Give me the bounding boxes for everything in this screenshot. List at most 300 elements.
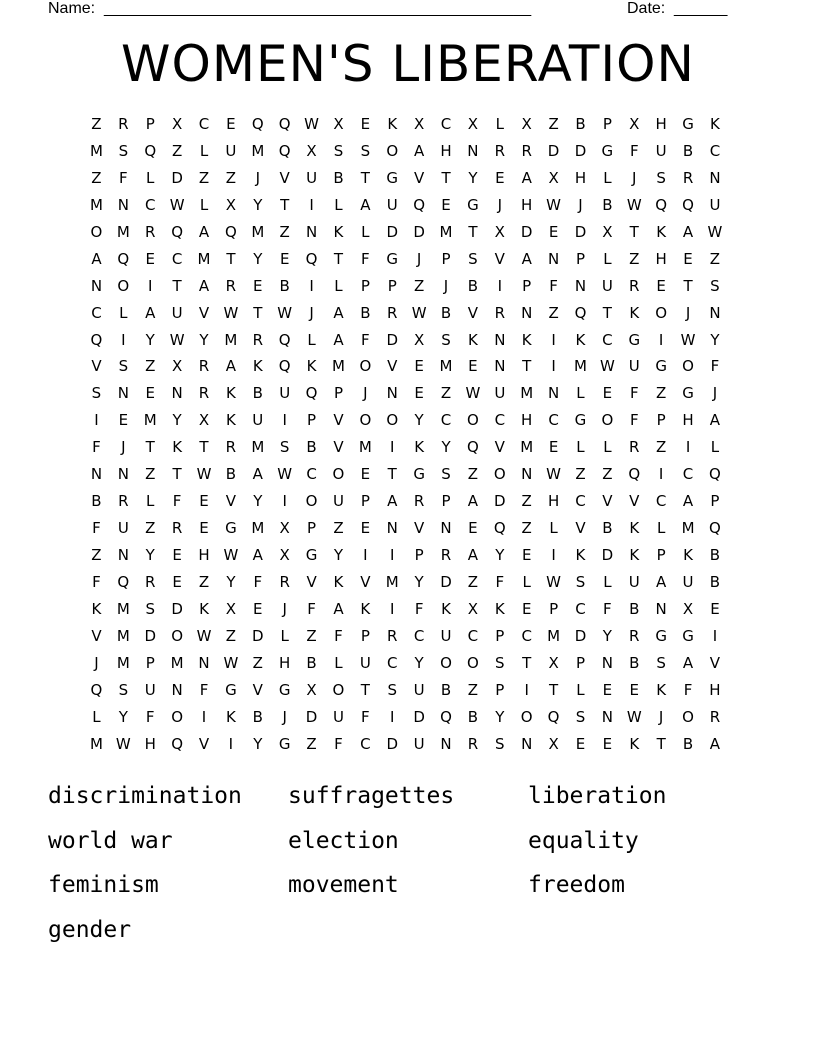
grid-letter: M [89,734,103,753]
grid-letter: S [387,680,397,699]
grid-letter: O [440,653,452,672]
grid-letter: S [468,249,478,268]
grid-letter: N [547,249,560,268]
grid-letter: P [360,492,370,511]
grid-letter: S [118,357,129,376]
grid-letter: E [360,115,371,133]
grid-letter: X [548,734,559,753]
grid-letter: X [306,141,317,160]
word-list-item: equality [528,827,639,854]
name-field-line[interactable]: ________________________________________________ [104,0,532,17]
grid-letter: Q [278,141,291,160]
grid-letter: E [468,357,478,376]
grid-letter: P [495,626,505,645]
grid-letter: A [333,303,344,322]
grid-letter: Z [171,141,183,160]
grid-letter: V [414,519,425,538]
grid-letter: Q [682,195,694,214]
grid-letter: C [575,599,586,618]
grid-letter: B [306,438,317,457]
grid-letter: M [251,141,265,160]
grid-letter: S [360,141,371,160]
grid-letter: O [467,411,479,430]
grid-letter: U [306,168,318,187]
grid-letter: R [145,572,156,591]
grid-letter: O [359,357,372,376]
grid-letter: Z [467,680,479,699]
grid-letter: G [682,626,694,645]
grid-letter: K [91,599,102,618]
grid-letter: M [170,653,184,672]
grid-letter: V [333,438,344,457]
grid-letter: Z [333,519,344,538]
grid-letter: I [712,626,718,645]
grid-letter: B [629,599,640,618]
grid-letter: N [709,303,721,322]
grid-letter: M [681,519,695,538]
grid-letter: D [520,222,533,241]
grid-letter: Y [710,330,720,349]
grid-letter: Y [145,546,155,564]
grid-letter: X [198,411,210,430]
grid-letter: P [710,492,720,511]
grid-letter: I [363,546,368,564]
grid-letter: H [198,546,210,564]
grid-letter: L [307,330,316,349]
grid-letter: H [655,249,667,268]
grid-letter: F [495,572,505,591]
grid-letter: T [656,734,666,753]
grid-letter: J [255,168,260,187]
grid-letter: Q [655,195,668,214]
grid-letter: S [279,438,290,457]
grid-letter: W [546,465,561,484]
grid-letter: S [118,141,129,160]
grid-letter: I [658,465,664,484]
grid-letter: S [710,276,720,295]
grid-letter: P [602,115,612,133]
grid-letter: X [171,357,183,376]
grid-letter: U [628,357,640,376]
grid-letter: L [92,707,101,726]
grid-letter: Z [467,572,479,591]
word-list-item: liberation [528,783,667,809]
grid-letter: E [441,195,451,214]
grid-letter: W [546,195,561,214]
grid-letter: B [629,653,640,672]
grid-letter: P [441,249,451,268]
grid-letter: X [306,680,317,699]
grid-letter: W [707,222,723,241]
grid-letter: G [467,195,479,214]
grid-letter: P [522,276,532,295]
grid-letter: K [225,707,236,726]
grid-letter: O [171,707,184,726]
grid-letter: W [304,115,319,133]
grid-letter: X [413,330,425,349]
grid-letter: L [576,438,585,457]
grid-letter: B [709,572,721,591]
date-field-line[interactable]: ______ [674,0,728,17]
grid-letter: W [169,195,185,214]
grid-letter: D [386,734,399,753]
grid-letter: Z [279,222,290,241]
grid-letter: Q [224,222,237,241]
grid-letter: P [656,411,666,430]
grid-letter: J [363,384,368,403]
grid-letter: E [253,599,263,618]
grid-letter: F [253,572,263,591]
grid-letter: W [277,465,293,484]
grid-letter: B [360,303,371,322]
grid-letter: N [198,653,210,672]
grid-letter: R [198,384,210,403]
grid-letter: U [601,276,613,295]
grid-letter: T [441,168,451,187]
grid-letter: Z [306,734,317,753]
grid-letter: E [521,546,532,564]
grid-letter: T [172,276,182,295]
grid-letter: Y [172,411,182,430]
grid-letter: K [306,357,317,376]
grid-letter: K [467,330,478,349]
grid-letter: O [359,411,372,430]
grid-letter: C [521,626,532,645]
grid-letter: L [199,141,209,160]
grid-letter: C [360,734,371,753]
grid-letter: I [497,276,503,295]
grid-letter: U [225,141,237,160]
grid-letter: Q [278,357,291,376]
grid-letter: Z [602,465,613,484]
grid-letter: G [225,519,237,538]
grid-letter: D [413,707,425,726]
grid-letter: P [145,115,155,133]
grid-letter: G [278,680,291,699]
grid-letter: K [656,680,667,699]
grid-letter: W [626,195,642,214]
grid-letter: H [709,680,721,699]
grid-letter: R [225,276,237,295]
grid-letter: N [547,384,560,403]
grid-letter: E [468,519,478,538]
grid-letter: B [602,195,613,214]
grid-letter: V [333,411,344,430]
grid-letter: S [441,330,451,349]
grid-letter: E [279,249,290,268]
grid-letter: T [226,249,236,268]
grid-letter: I [524,680,529,699]
grid-letter: Y [253,734,263,753]
grid-letter: Z [145,519,156,538]
grid-letter: T [360,168,370,187]
grid-letter: Z [145,357,156,376]
word-list-item: suffragettes [288,783,455,809]
grid-letter: Q [440,707,452,726]
grid-letter: H [521,195,533,214]
grid-letter: C [467,626,479,645]
grid-letter: L [199,195,209,214]
grid-letter: W [196,465,212,484]
grid-letter: T [172,465,182,484]
grid-letter: N [601,653,613,672]
grid-letter: I [551,330,556,349]
grid-letter: B [602,519,613,538]
grid-letter: M [197,249,211,268]
grid-letter: C [387,653,398,672]
grid-letter: B [467,276,479,295]
grid-letter: I [390,546,395,564]
grid-letter: F [629,384,639,403]
grid-letter: J [282,599,287,618]
grid-letter: Z [629,249,640,268]
grid-letter: I [390,707,395,726]
grid-letter: Q [144,141,157,160]
grid-letter: F [92,572,101,591]
grid-letter: H [655,115,667,133]
grid-letter: O [682,707,694,726]
grid-letter: H [279,653,291,672]
grid-letter: O [682,357,694,376]
grid-letter: E [118,411,129,430]
grid-letter: C [440,411,452,430]
grid-letter: U [144,680,156,699]
grid-letter: V [467,303,479,322]
grid-letter: M [547,626,561,645]
grid-letter: R [494,303,506,322]
grid-letter: W [546,572,561,591]
grid-letter: O [117,276,130,295]
grid-letter: E [602,384,613,403]
grid-letter: F [334,626,343,645]
grid-letter: W [169,330,185,349]
grid-letter: O [655,303,668,322]
grid-letter: X [413,115,425,133]
grid-letter: G [574,411,587,430]
grid-letter: V [494,438,505,457]
grid-letter: M [520,438,534,457]
grid-letter: F [361,707,370,726]
grid-letter: Q [709,519,721,538]
grid-letter: Z [548,303,559,322]
grid-letter: O [467,653,479,672]
grid-letter: A [387,492,398,511]
grid-letter: O [90,222,103,241]
grid-letter: X [333,115,344,133]
grid-letter: E [548,438,559,457]
grid-letter: M [439,357,453,376]
grid-letter: T [468,222,478,241]
grid-letter: J [658,707,664,726]
grid-letter: B [440,303,452,322]
grid-letter: A [709,734,721,753]
grid-letter: V [709,653,721,672]
grid-letter: E [226,115,236,133]
grid-letter: D [574,222,587,241]
grid-letter: Z [225,168,237,187]
grid-letter: E [172,546,182,564]
grid-letter: X [521,115,532,133]
grid-letter: F [119,168,128,187]
grid-letter: B [252,707,263,726]
grid-letter: B [575,115,586,133]
grid-letter: T [629,222,639,241]
word-list-item: movement [288,872,399,898]
grid-letter: G [655,357,667,376]
grid-letter: M [520,384,534,403]
grid-letter: N [305,222,318,241]
grid-letter: Y [414,411,424,430]
grid-letter: F [145,707,155,726]
grid-letter: V [414,168,425,187]
grid-letter: L [522,572,531,591]
grid-letter: U [628,572,640,591]
grid-letter: F [683,680,693,699]
grid-letter: U [171,303,183,322]
grid-letter: V [252,680,263,699]
grid-letter: Z [91,115,102,133]
grid-letter: R [198,357,210,376]
grid-letter: W [223,546,239,564]
grid-letter: Y [414,653,424,672]
grid-letter: N [494,330,506,349]
grid-letter: A [198,222,210,241]
grid-letter: B [440,680,452,699]
grid-letter: B [682,141,694,160]
grid-letter: T [253,303,263,322]
grid-letter: I [201,707,207,726]
grid-letter: D [144,626,156,645]
grid-letter: A [656,572,667,591]
grid-letter: F [710,357,720,376]
grid-letter: U [655,141,667,160]
grid-letter: O [332,465,345,484]
grid-letter: K [387,115,398,133]
word-list-item: discrimination [48,783,242,809]
grid-letter: F [334,734,343,753]
grid-letter: F [629,411,639,430]
grid-letter: U [359,653,371,672]
grid-letter: L [549,519,558,538]
grid-letter: U [252,411,264,430]
grid-letter: B [306,653,317,672]
grid-letter: K [710,115,720,133]
grid-letter: Y [226,572,236,591]
grid-letter: G [601,141,614,160]
grid-letter: E [495,168,505,187]
grid-letter: D [574,626,587,645]
grid-letter: B [467,707,479,726]
grid-letter: A [709,411,721,430]
grid-letter: S [656,168,666,187]
grid-letter: W [223,303,239,322]
grid-letter: Z [467,465,479,484]
grid-letter: U [494,384,506,403]
word-list-item: election [288,827,399,854]
grid-letter: E [521,599,532,618]
grid-letter: K [333,222,344,241]
grid-letter: N [117,195,129,214]
grid-letter: Q [413,195,426,214]
grid-letter: Z [521,492,532,511]
grid-letter: L [710,438,720,457]
grid-letter: R [682,168,694,187]
grid-letter: L [603,249,612,268]
grid-letter: R [440,546,452,564]
grid-letter: E [656,276,666,295]
grid-letter: N [601,707,613,726]
grid-letter: M [251,438,265,457]
grid-letter: U [279,384,291,403]
grid-letter: Z [91,168,102,187]
grid-letter: Y [468,168,478,187]
grid-letter: D [171,599,183,618]
grid-letter: Y [199,330,209,349]
grid-letter: Q [90,330,103,349]
grid-letter: B [91,492,102,511]
grid-letter: C [548,411,559,430]
grid-letter: F [603,599,612,618]
word-list-item: feminism [48,872,159,898]
grid-letter: J [497,195,503,214]
grid-letter: G [628,330,641,349]
grid-letter: N [386,519,398,538]
grid-letter: K [333,572,344,591]
grid-letter: N [117,384,129,403]
grid-letter: Z [225,626,237,645]
grid-letter: C [144,195,156,214]
grid-letter: N [171,680,183,699]
grid-letter: E [360,465,371,484]
grid-letter: W [223,653,239,672]
grid-letter: C [494,411,506,430]
grid-letter: P [307,519,317,538]
grid-letter: X [279,546,290,564]
grid-letter: C [440,115,452,133]
grid-letter: Y [145,330,155,349]
word-list-item: world war [48,827,173,854]
grid-letter: E [414,384,424,403]
grid-letter: G [413,465,425,484]
grid-letter: R [629,438,640,457]
grid-letter: E [683,249,693,268]
date-label: Date: [627,0,666,17]
grid-letter: Z [656,438,667,457]
grid-letter: H [144,734,156,753]
grid-letter: P [307,411,317,430]
grid-letter: Q [278,330,291,349]
grid-letter: T [549,680,559,699]
grid-letter: L [334,276,343,295]
grid-letter: D [171,168,183,187]
grid-letter: T [145,438,155,457]
grid-letter: F [414,599,424,618]
grid-letter: K [521,330,532,349]
grid-letter: C [91,303,102,322]
grid-letter: O [332,680,345,699]
grid-letter: F [172,492,182,511]
grid-letter: S [333,141,344,160]
grid-letter: Q [251,115,264,133]
grid-letter: M [89,141,103,160]
grid-letter: T [280,195,290,214]
grid-letter: R [279,572,290,591]
grid-letter: H [547,492,560,511]
grid-letter: F [549,276,558,295]
grid-letter: X [629,115,640,133]
grid-letter: F [307,599,316,618]
grid-letter: U [117,519,129,538]
